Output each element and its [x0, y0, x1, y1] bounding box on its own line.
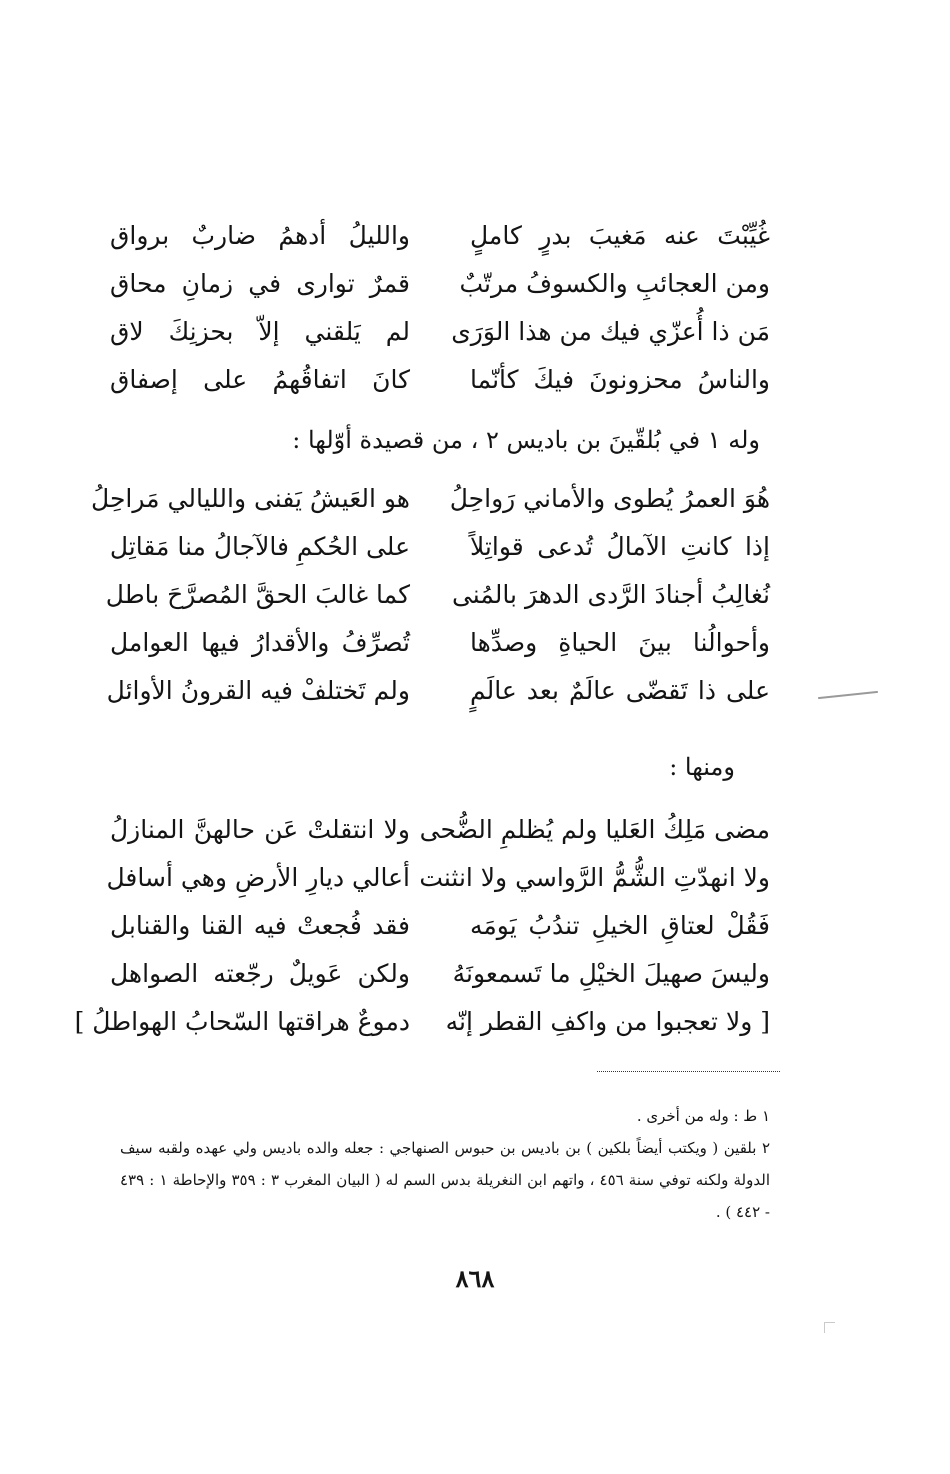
verse-first-hemistich: فَقُلْ لعتاقِ الخيلِ تندُبُ يَومَه: [470, 911, 770, 940]
verse-row: [110, 619, 770, 667]
verse-row: [110, 260, 770, 308]
verse-first-hemistich: هُوَ العمرُ يُطوى والأماني رَواحِلُ: [449, 484, 770, 513]
verse-first-hemistich: وأحوالُنا بينَ الحياةِ وصدِّها: [470, 628, 770, 657]
verse-second-hemistich: ولم تَختلفْ فيه القرونُ الأوائل: [106, 676, 410, 705]
verse-row: [110, 950, 770, 998]
poem-introduction: ومنها :: [669, 753, 735, 781]
footnotes: [120, 1100, 770, 1228]
verse-block-3: [74, 806, 770, 1046]
verse-row: [110, 356, 770, 404]
verse-first-hemistich: على ذا تَقضّى عالَمٌ بعد عالَمٍ: [470, 676, 770, 705]
verse-row: [110, 308, 770, 356]
verse-first-hemistich: إذا كانتِ الآمالُ تُدعى قواتِلاً: [470, 532, 770, 561]
verse-first-hemistich: مضى مَلِكُ العَليا ولم يُظلمِ الضُّحى: [419, 815, 770, 844]
verse-second-hemistich: لم يَلقني إلاّ بحزنِكَ لاق: [110, 317, 410, 346]
verse-first-hemistich: مَن ذا أُعزّي فيك من هذا الوَرَى: [451, 317, 770, 346]
verse-second-hemistich: قمرٌ توارى في زمانِ محاق: [110, 269, 410, 298]
verse-first-hemistich: غُيِّبْتَ عنه مَغيبَ بدرٍ كاملٍ: [470, 221, 770, 250]
verse-first-hemistich: نُغالِبُ أجنادَ الرَّدى الدهرَ بالمُنى: [451, 580, 770, 609]
verse-row: [74, 998, 770, 1046]
footnote-1: ١ ط : وله من أخرى .: [636, 1107, 770, 1125]
verse-second-hemistich: على الحُكمِ فالآجالُ منا مَقاتِل: [109, 532, 410, 561]
verse-first-hemistich: ومن العجائبِ والكسوفُ مرتّبٌ: [459, 269, 770, 298]
verse-row: [110, 902, 770, 950]
verse-second-hemistich: فقد فُجعتْ فيه القنا والقنابل: [110, 911, 410, 940]
verse-first-hemistich: والناسُ محزونونَ فيكَ كأنّما: [470, 365, 770, 394]
margin-pencil-mark: [818, 691, 878, 699]
verse-row: [110, 212, 770, 260]
verse-block-2: [91, 475, 770, 715]
verse-row: [105, 571, 770, 619]
verse-second-hemistich: هو العَيشُ يَفنى والليالي مَراحِلُ: [91, 484, 410, 513]
verse-row: [110, 523, 770, 571]
page-number: ٨٦٨: [455, 1264, 495, 1293]
verse-second-hemistich: تُصرِّفُ والأقدارُ فيها العوامل: [110, 628, 410, 657]
verse-second-hemistich: أعالي ديارِ الأرضِ وهي أسافل: [106, 863, 410, 892]
verse-row: [91, 475, 770, 523]
footnote-2: ٢ بلقين ( ويكتب أيضاً بلكين ) بن باديس بن حبوس الصنهاجي : جعله والده باديس ولي عهده ولقبه سيف الدولة ولكنه توفي سنة ٤٥٦ ، واتهم ابن النغريلة بدس السم له ( البيان المغرب ٣ : ٣٥٩ والإحاطة ١ : ٤٣٩ - ٤٤٢ ) .: [120, 1139, 770, 1221]
verse-row: [106, 667, 770, 715]
verse-second-hemistich: ولكن عَويلٌ رجّعته الصواهل: [110, 959, 410, 988]
footnote-separator: [597, 1071, 780, 1072]
verse-first-hemistich: ولا انهدّتِ الشُّمُّ الرَّواسي ولا انثنت: [419, 863, 770, 892]
verse-block-1: [110, 212, 770, 404]
poem-introduction: وله ١ في بُلقّينَ بن باديس ٢ ، من قصيدة أوّلها :: [292, 426, 760, 454]
verse-first-hemistich: [ ولا تعجبوا من واكفِ القطر إنّه: [445, 1007, 770, 1036]
verse-second-hemistich: كانَ اتفاقُهمُ على إصفاق: [110, 365, 410, 394]
verse-second-hemistich: والليلُ أدهمُ ضاربٌ برواق: [110, 221, 410, 250]
verse-second-hemistich: كما غالبَ الحقَّ المُصرَّحَ باطل: [105, 580, 410, 609]
verse-second-hemistich: دموعٌ هراقتها السّحابُ الهواطلُ ]: [74, 1007, 410, 1036]
verse-second-hemistich: ولا انتقلتْ عَن حالهنَّ المنازلُ: [110, 815, 410, 844]
verse-row: [106, 854, 770, 902]
margin-speck-mark: [824, 1322, 835, 1333]
verse-row: [110, 806, 770, 854]
verse-first-hemistich: وليسَ صهيلَ الخيْلِ ما تَسمعونَهُ: [452, 959, 770, 988]
